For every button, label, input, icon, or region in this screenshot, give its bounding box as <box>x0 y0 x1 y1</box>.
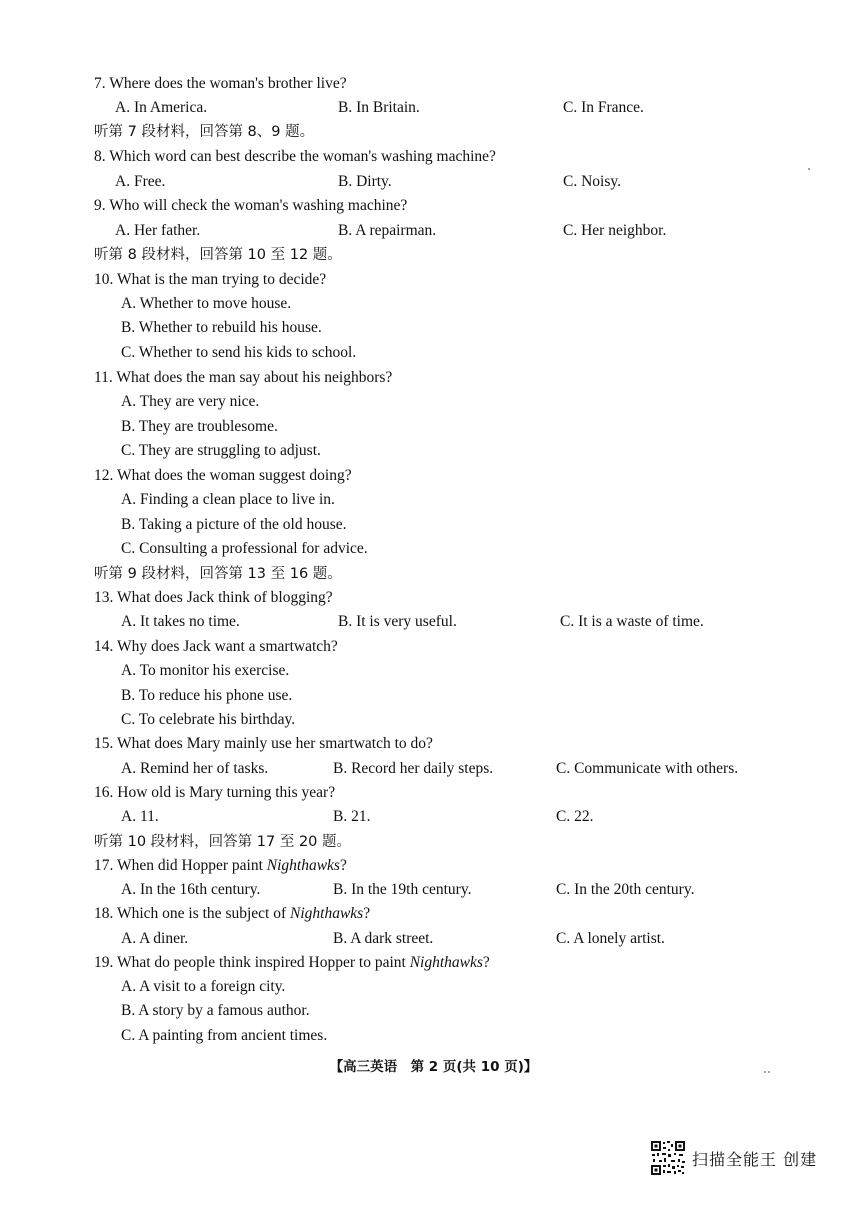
question-18-stem <box>94 904 370 924</box>
question-11-stem: 11. What does the man say about his neighbors? <box>94 369 393 386</box>
painting-title: Nighthawks <box>266 857 340 874</box>
question-12-stem: 12. What does the woman suggest doing? <box>94 467 352 484</box>
question-18-option-a: A. A diner. <box>121 930 189 947</box>
question-8-option-c: C. Noisy. <box>563 173 621 190</box>
painting-title: Nighthawks <box>290 905 364 922</box>
question-11-option-b: B. They are troublesome. <box>121 418 278 435</box>
question-14-option-b: B. To reduce his phone use. <box>121 687 293 704</box>
question-19-stem-text: 19. What do people think inspired Hopper to paint <box>94 954 410 971</box>
question-8-option-b: B. Dirty. <box>338 173 392 190</box>
question-13-option-b: B. It is very useful. <box>338 613 457 630</box>
question-18-option-b: B. A dark street. <box>333 930 434 947</box>
question-19-option-a: A. A visit to a foreign city. <box>121 978 286 995</box>
question-15-option-a: A. Remind her of tasks. <box>121 760 269 777</box>
question-16-option-a: A. 11. <box>121 808 159 825</box>
section-instruction-8: 听第 8 段材料，回答第 10 至 12 题。 <box>94 247 342 263</box>
question-7-option-c: C. In France. <box>563 99 644 116</box>
question-10-option-b: B. Whether to rebuild his house. <box>121 319 322 336</box>
question-mark: ? <box>363 905 371 922</box>
question-10-stem: 10. What is the man trying to decide? <box>94 271 327 288</box>
question-17-option-c: C. In the 20th century. <box>556 881 695 898</box>
question-9-option-a: A. Her father. <box>115 222 201 239</box>
question-12-option-a: A. Finding a clean place to live in. <box>121 491 335 508</box>
question-10-option-c: C. Whether to send his kids to school. <box>121 344 357 361</box>
painting-title: Nighthawks <box>409 954 483 971</box>
question-15-stem: 15. What does Mary mainly use her smartwatch to do? <box>94 735 433 752</box>
watermark-text: 扫描全能王 创建 <box>692 1149 818 1169</box>
question-18-option-c: C. A lonely artist. <box>556 930 665 947</box>
question-11-option-a: A. They are very nice. <box>121 393 260 410</box>
question-8-option-a: A. Free. <box>115 173 166 190</box>
question-10-option-a: A. Whether to move house. <box>121 295 292 312</box>
question-16-stem: 16. How old is Mary turning this year? <box>94 784 336 801</box>
section-instruction-10: 听第 10 段材料，回答第 17 至 20 题。 <box>94 834 352 850</box>
scan-speck <box>808 168 810 170</box>
question-17-option-a: A. In the 16th century. <box>121 881 261 898</box>
question-16-option-c: C. 22. <box>556 808 594 825</box>
question-14-option-c: C. To celebrate his birthday. <box>121 711 296 728</box>
section-instruction-7: 听第 7 段材料，回答第 8、9 题。 <box>94 124 315 140</box>
scanner-watermark <box>650 1140 817 1176</box>
question-9-stem: 9. Who will check the woman's washing machine? <box>94 197 408 214</box>
question-19-stem <box>94 953 490 973</box>
question-19-option-c: C. A painting from ancient times. <box>121 1027 328 1044</box>
question-14-option-a: A. To monitor his exercise. <box>121 662 290 679</box>
question-17-stem-text: 17. When did Hopper paint <box>94 857 267 874</box>
question-19-option-b: B. A story by a famous author. <box>121 1002 310 1019</box>
question-15-option-b: B. Record her daily steps. <box>333 760 494 777</box>
question-13-option-c: C. It is a waste of time. <box>560 613 704 630</box>
question-13-stem: 13. What does Jack think of blogging? <box>94 589 333 606</box>
question-7-stem: 7. Where does the woman's brother live? <box>94 75 347 92</box>
question-17-stem <box>94 856 347 876</box>
question-9-option-c: C. Her neighbor. <box>563 222 667 239</box>
question-15-option-c: C. Communicate with others. <box>556 760 739 777</box>
question-13-option-a: A. It takes no time. <box>121 613 240 630</box>
question-12-option-c: C. Consulting a professional for advice. <box>121 540 368 557</box>
scan-speck <box>768 1071 770 1073</box>
question-14-stem: 14. Why does Jack want a smartwatch? <box>94 638 338 655</box>
question-18-stem-text: 18. Which one is the subject of <box>94 905 291 922</box>
question-mark: ? <box>339 857 347 874</box>
question-7-option-a: A. In America. <box>115 99 208 116</box>
question-9-option-b: B. A repairman. <box>338 222 437 239</box>
question-17-option-b: B. In the 19th century. <box>333 881 472 898</box>
scan-speck <box>764 1071 766 1073</box>
question-mark: ? <box>482 954 490 971</box>
page-footer: 【高三英语 第 2 页(共 10 页)】 <box>329 1059 538 1075</box>
question-11-option-c: C. They are struggling to adjust. <box>121 442 321 459</box>
section-instruction-9: 听第 9 段材料，回答第 13 至 16 题。 <box>94 566 342 582</box>
question-16-option-b: B. 21. <box>333 808 371 825</box>
question-7-option-b: B. In Britain. <box>338 99 420 116</box>
qr-code-icon <box>650 1140 686 1176</box>
question-8-stem: 8. Which word can best describe the woman's washing machine? <box>94 148 496 165</box>
question-12-option-b: B. Taking a picture of the old house. <box>121 516 347 533</box>
